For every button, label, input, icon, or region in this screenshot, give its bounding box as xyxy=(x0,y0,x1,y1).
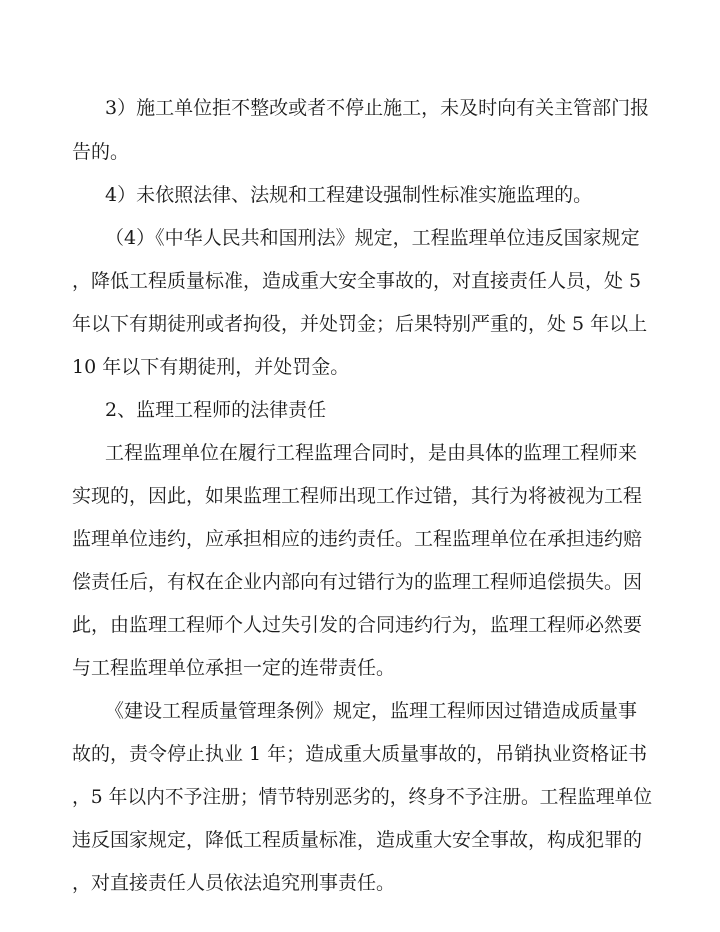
section-heading: 2、监理工程师的法律责任 xyxy=(105,399,327,421)
text-line: 3）施工单位拒不整改或者不停止施工，未及时向有关主管部门报 xyxy=(105,97,650,119)
text-line: 年以下有期徒刑或者拘役，并处罚金；后果特别严重的，处 5 年以上 xyxy=(72,313,648,335)
text-line: 工程监理单位在履行工程监理合同时，是由具体的监理工程师来 xyxy=(105,442,638,464)
text-line: 违反国家规定，降低工程质量标准，造成重大安全事故，构成犯罪的 xyxy=(72,829,643,851)
text-line: （4）《中华人民共和国刑法》规定，工程监理单位违反国家规定 xyxy=(105,227,640,249)
text-line: 10 年以下有期徒刑，并处罚金。 xyxy=(72,356,350,378)
text-line: 实现的，因此，如果监理工程师出现工作过错，其行为将被视为工程 xyxy=(72,485,643,507)
text-line: 4）未依照法律、法规和工程建设强制性标准实施监理的。 xyxy=(105,184,593,206)
text-line: 告的。 xyxy=(72,141,130,163)
text-line: 此，由监理工程师个人过失引发的合同违约行为，监理工程师必然要 xyxy=(72,614,643,636)
text-line: ，5 年以内不予注册；情节特别恶劣的，终身不予注册。工程监理单位 xyxy=(72,786,653,808)
text-line: 偿责任后，有权在企业内部向有过错行为的监理工程师追偿损失。因 xyxy=(72,571,643,593)
text-line: ，降低工程质量标准，造成重大安全事故的，对直接责任人员，处 5 xyxy=(72,270,642,292)
text-line: 《建设工程质量管理条例》规定，监理工程师因过错造成质量事 xyxy=(105,700,638,722)
text-line: 与工程监理单位承担一定的连带责任。 xyxy=(72,657,396,679)
text-line: ，对直接责任人员依法追究刑事责任。 xyxy=(72,872,396,894)
text-line: 故的，责令停止执业 1 年；造成重大质量事故的，吊销执业资格证书 xyxy=(72,743,648,765)
text-line: 监理单位违约，应承担相应的违约责任。工程监理单位在承担违约赔 xyxy=(72,528,643,550)
